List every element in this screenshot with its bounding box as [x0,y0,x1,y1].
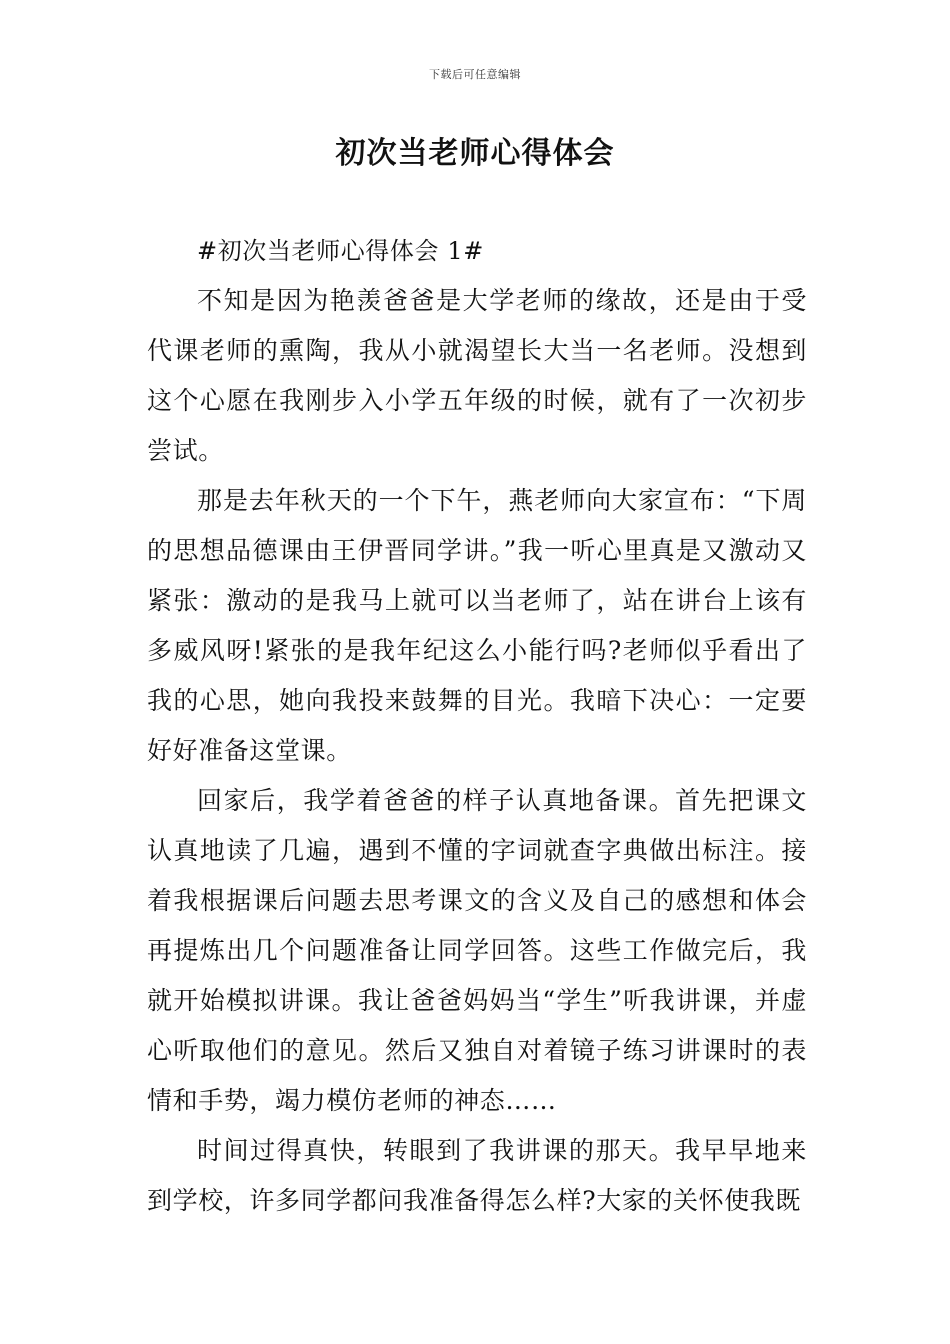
paragraph-1: 不知是因为艳羡爸爸是大学老师的缘故，还是由于受代课老师的熏陶，我从小就渴望长大当一名老师。没想到这个心愿在我刚步入小学五年级的时候，就有了一次初步尝试。 [147,286,807,465]
paragraph-2: 那是去年秋天的一个下午，燕老师向大家宣布：“下周的思想品德课由王伊晋同学讲。”我一听心里真是又激动又紧张：激动的是我马上就可以当老师了，站在讲台上该有多威风呀!紧张的是我年纪这么小能行吗?老师似乎看出了我的心思，她向我投来鼓舞的目光。我暗下决心：一定要好好准备这堂课。 [147,486,807,765]
section-heading: #初次当老师心得体会 1# [197,237,484,265]
header-note: 下载后可任意编辑 [429,68,521,81]
paragraph-4: 时间过得真快，转眼到了我讲课的那天。我早早地来到学校，许多同学都问我准备得怎么样?大家的关怀使我既 [147,1136,807,1215]
document-body [147,226,807,1226]
paragraph-3: 回家后，我学着爸爸的样子认真地备课。首先把课文认真地读了几遍，遇到不懂的字词就查字典做出标注。接着我根据课后问题去思考课文的含义及自己的感想和体会再提炼出几个问题准备让同学回答。这些工作做完后，我就开始模拟讲课。我让爸爸妈妈当“学生”听我讲课，并虚心听取他们的意见。然后又独自对着镜子练习讲课时的表情和手势，竭力模仿老师的神态…… [147,786,807,1115]
document-title: 初次当老师心得体会 [335,136,615,171]
